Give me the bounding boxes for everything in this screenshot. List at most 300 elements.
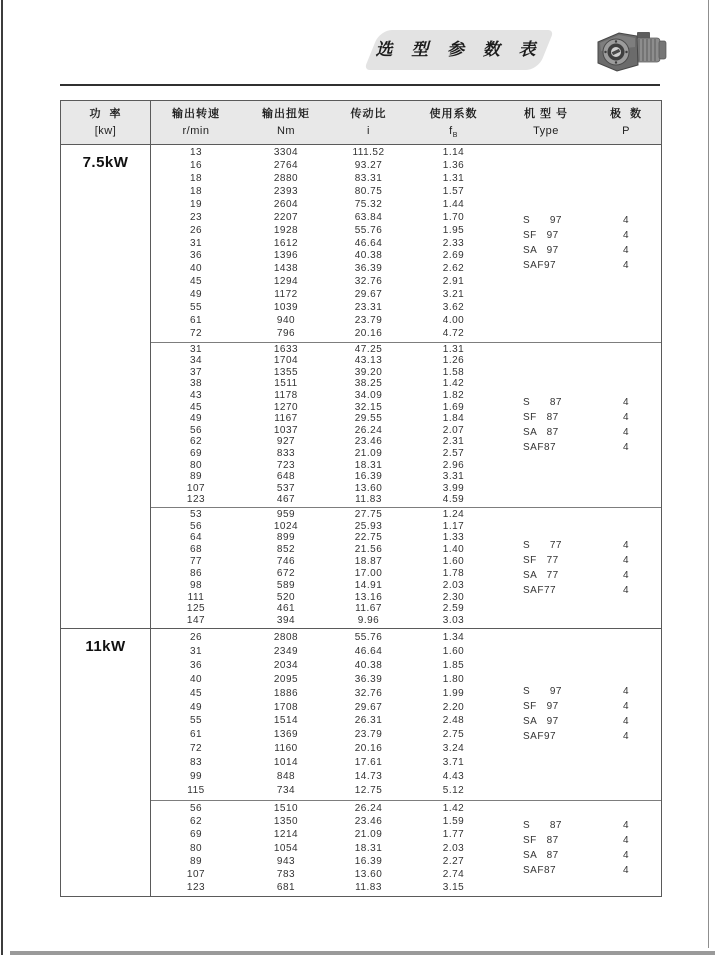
ratio-value: 26.24 [354, 803, 383, 815]
col-type [501, 801, 591, 896]
ratio-value: 13.16 [354, 591, 383, 603]
power-column [61, 629, 151, 896]
col-torque [241, 801, 331, 896]
ratio-value: 34.09 [354, 389, 383, 401]
ratio-value: 11.67 [355, 603, 382, 615]
gearbox-block [151, 629, 661, 801]
speed-value: 34 [189, 355, 203, 367]
col-type [501, 508, 591, 628]
service-factor-value: 1.58 [442, 366, 465, 378]
type-value: SA 87 [523, 850, 559, 861]
service-factor-value: 2.07 [442, 424, 465, 436]
col-speed [151, 343, 241, 507]
header-label-zh: 输出扭矩 [262, 108, 310, 121]
col-torque [241, 629, 331, 800]
poles-value: 4 [622, 584, 630, 596]
col-ratio [331, 145, 406, 342]
torque-value: 746 [276, 556, 296, 568]
torque-value: 2349 [273, 645, 299, 657]
service-factor-value: 1.33 [442, 532, 465, 544]
header-label-en: [kw] [94, 125, 117, 138]
torque-value: 1270 [273, 401, 299, 413]
speed-value: 23 [189, 211, 203, 223]
ratio-value: 13.60 [354, 482, 383, 494]
torque-value: 1214 [273, 829, 299, 841]
speed-value: 18 [189, 185, 203, 197]
header-label-zh: 输出转速 [172, 108, 220, 121]
poles-value: 4 [622, 554, 630, 566]
col-speed [151, 508, 241, 628]
ratio-value: 20.16 [354, 328, 383, 340]
ratio-value: 27.75 [354, 508, 383, 520]
type-value: S 97 [523, 686, 562, 697]
poles-value: 4 [622, 701, 630, 712]
service-factor-value: 1.77 [442, 829, 465, 841]
ratio-value: 18.87 [354, 556, 383, 568]
type-value: SA 77 [523, 569, 559, 581]
speed-value: 115 [187, 785, 205, 797]
torque-value: 3304 [273, 146, 299, 158]
speed-value: 38 [189, 378, 203, 390]
service-factor-value: 1.60 [442, 645, 465, 657]
service-factor-value: 2.57 [442, 447, 465, 459]
poles-value: 4 [622, 230, 630, 241]
header-label-zh: 极 数 [609, 108, 643, 121]
speed-value: 49 [189, 289, 203, 301]
type-value: S 77 [523, 539, 562, 551]
poles-value: 4 [622, 731, 630, 742]
service-factor-value: 2.03 [442, 842, 465, 854]
blocks [151, 145, 661, 628]
torque-value: 2764 [273, 159, 299, 171]
torque-value: 2207 [273, 211, 299, 223]
ratio-value: 32.76 [354, 276, 383, 288]
ratio-value: 26.31 [354, 715, 383, 727]
ratio-value: 23.79 [354, 729, 383, 741]
header-cell [151, 101, 241, 144]
col-type [501, 343, 591, 507]
speed-value: 107 [186, 868, 206, 880]
poles-value: 4 [622, 716, 630, 727]
speed-value: 123 [186, 881, 206, 893]
ratio-value: 36.39 [354, 263, 383, 275]
speed-value: 125 [186, 603, 206, 615]
header-label-zh: 功 率 [89, 108, 122, 121]
type-value: SF 77 [523, 554, 559, 566]
service-factor-value: 5.12 [442, 785, 465, 797]
page-left-border [1, 0, 3, 955]
speed-value: 111 [187, 591, 205, 603]
speed-value: 45 [189, 276, 203, 288]
poles-value: 4 [622, 865, 630, 876]
torque-value: 1039 [273, 302, 299, 314]
poles-value: 4 [622, 569, 630, 581]
speed-value: 31 [189, 645, 203, 657]
title-banner [372, 30, 546, 70]
service-factor-value: 2.03 [442, 579, 465, 591]
col-torque [241, 508, 331, 628]
torque-value: 1178 [274, 389, 298, 401]
speed-value: 62 [189, 436, 203, 448]
torque-value: 1350 [273, 816, 299, 828]
header-label-en: Nm [276, 125, 296, 138]
ratio-value: 11.83 [355, 881, 382, 893]
torque-value: 1172 [274, 289, 298, 301]
speed-value: 31 [189, 343, 203, 355]
speed-value: 36 [189, 250, 203, 262]
torque-value: 1160 [274, 743, 298, 755]
header-cell [61, 101, 151, 144]
gearbox-block [151, 343, 661, 508]
ratio-value: 22.75 [354, 532, 383, 544]
col-type [501, 145, 591, 342]
type-value: S 87 [523, 396, 562, 408]
type-value: S 97 [523, 215, 562, 226]
ratio-value: 32.76 [354, 687, 383, 699]
col-poles [591, 343, 661, 507]
col-poles [591, 629, 661, 800]
torque-value: 520 [276, 591, 296, 603]
speed-value: 13 [189, 146, 203, 158]
torque-value: 2880 [273, 172, 299, 184]
col-fb [406, 343, 501, 507]
header-label-en: P [622, 125, 630, 138]
speed-value: 26 [189, 631, 203, 643]
torque-value: 1928 [273, 224, 299, 236]
speed-value: 72 [189, 743, 203, 755]
service-factor-value: 1.95 [442, 224, 465, 236]
poles-value: 4 [622, 396, 630, 408]
speed-value: 80 [189, 842, 203, 854]
service-factor-value: 3.31 [442, 471, 465, 483]
speed-value: 83 [189, 757, 203, 769]
ratio-value: 40.38 [354, 250, 383, 262]
table-header [61, 101, 661, 145]
service-factor-value: 3.62 [442, 302, 465, 314]
torque-value: 1355 [273, 366, 299, 378]
col-ratio [331, 629, 406, 800]
gearbox-block [151, 145, 661, 343]
col-type [501, 629, 591, 800]
service-factor-value: 2.20 [442, 701, 465, 713]
torque-value: 1510 [273, 803, 299, 815]
col-ratio [331, 343, 406, 507]
torque-value: 2393 [273, 185, 299, 197]
torque-value: 1514 [273, 715, 299, 727]
page-right-border [708, 0, 709, 948]
speed-value: 55 [189, 302, 203, 314]
torque-value: 394 [276, 615, 296, 627]
ratio-value: 17.00 [354, 567, 383, 579]
header-label-zh: 传动比 [350, 108, 387, 121]
service-factor-value: 2.27 [442, 855, 465, 867]
torque-value: 940 [276, 315, 296, 327]
ratio-value: 21.09 [354, 829, 383, 841]
ratio-value: 20.16 [354, 743, 383, 755]
col-fb [406, 801, 501, 896]
speed-value: 69 [189, 447, 203, 459]
ratio-value: 36.39 [354, 673, 383, 685]
header-rule [60, 84, 660, 86]
speed-value: 36 [189, 659, 203, 671]
type-value: SF 87 [523, 835, 559, 846]
service-factor-value: 1.31 [442, 172, 465, 184]
torque-value: 899 [276, 532, 296, 544]
type-value: SAF97 [523, 260, 557, 271]
header-label-zh: 机 型 号 [523, 108, 569, 121]
poles-value: 4 [622, 850, 630, 861]
col-ratio [331, 508, 406, 628]
ratio-value: 40.38 [354, 659, 383, 671]
ratio-value: 23.79 [354, 315, 383, 327]
speed-value: 40 [189, 263, 203, 275]
service-factor-value: 1.31 [442, 343, 465, 355]
poles-value: 4 [622, 411, 630, 423]
torque-value: 734 [276, 785, 296, 797]
ratio-value: 39.20 [354, 366, 383, 378]
ratio-value: 63.84 [354, 211, 383, 223]
speed-value: 31 [189, 237, 203, 249]
type-value: SF 87 [523, 411, 559, 423]
power-section [61, 145, 661, 628]
service-factor-value: 4.00 [442, 315, 465, 327]
col-speed [151, 145, 241, 342]
speed-value: 49 [189, 701, 203, 713]
header-cell [501, 101, 591, 144]
speed-value: 68 [189, 544, 203, 556]
ratio-value: 18.31 [354, 842, 383, 854]
ratio-value: 21.09 [354, 447, 383, 459]
service-factor-value: 1.85 [442, 659, 465, 671]
ratio-value: 43.13 [354, 355, 383, 367]
speed-value: 16 [189, 159, 203, 171]
torque-value: 1037 [273, 424, 299, 436]
torque-value: 783 [276, 868, 296, 880]
torque-value: 1704 [273, 355, 299, 367]
ratio-value: 18.31 [354, 459, 383, 471]
torque-value: 1014 [273, 757, 299, 769]
speed-value: 99 [189, 771, 203, 783]
speed-value: 147 [186, 615, 206, 627]
speed-value: 49 [189, 413, 203, 425]
service-factor-value: 1.40 [442, 544, 465, 556]
gearmotor-icon [591, 25, 669, 77]
ratio-value: 47.25 [354, 343, 383, 355]
speed-value: 69 [189, 829, 203, 841]
torque-value: 1054 [273, 842, 299, 854]
ratio-value: 29.55 [354, 413, 383, 425]
poles-value: 4 [622, 245, 630, 256]
ratio-value: 23.46 [354, 816, 383, 828]
service-factor-value: 1.82 [442, 389, 465, 401]
speed-value: 107 [186, 482, 206, 494]
header-label-en: i [367, 125, 370, 138]
service-factor-value: 2.33 [442, 237, 465, 249]
service-factor-value: 1.36 [442, 159, 465, 171]
type-value: SA 87 [523, 426, 559, 438]
service-factor-value: 2.31 [442, 436, 465, 448]
torque-value: 1024 [273, 520, 299, 532]
service-factor-value: 1.34 [442, 631, 465, 643]
ratio-value: 12.75 [354, 785, 383, 797]
speed-value: 43 [189, 389, 203, 401]
speed-value: 37 [189, 366, 203, 378]
header-cell [241, 101, 331, 144]
ratio-value: 55.76 [354, 631, 383, 643]
service-factor-value: 1.24 [442, 508, 465, 520]
torque-value: 467 [276, 494, 296, 506]
ratio-value: 111.52 [352, 146, 385, 158]
service-factor-value: 3.24 [442, 743, 465, 755]
table-body [61, 145, 661, 896]
torque-value: 833 [276, 447, 296, 459]
ratio-value: 38.25 [354, 378, 383, 390]
torque-value: 796 [276, 328, 296, 340]
col-torque [241, 145, 331, 342]
torque-value: 648 [276, 471, 296, 483]
speed-value: 62 [189, 816, 203, 828]
service-factor-value: 2.30 [442, 591, 465, 603]
gearbox-block [151, 508, 661, 628]
service-factor-value: 1.57 [442, 185, 465, 197]
service-factor-value: 1.26 [442, 355, 465, 367]
torque-value: 1612 [273, 237, 299, 249]
ratio-value: 46.64 [354, 645, 383, 657]
torque-value: 672 [276, 567, 296, 579]
speed-value: 86 [189, 567, 203, 579]
selection-parameter-table [60, 100, 662, 897]
type-value: S 87 [523, 820, 562, 831]
speed-value: 77 [189, 556, 203, 568]
speed-value: 80 [189, 459, 203, 471]
power-section [61, 628, 661, 896]
service-factor-value: 2.59 [442, 603, 465, 615]
service-factor-value: 1.42 [442, 803, 465, 815]
header-label-en: Type [533, 125, 559, 138]
ratio-value: 32.15 [354, 401, 383, 413]
ratio-value: 46.64 [354, 237, 383, 249]
ratio-value: 11.83 [355, 494, 382, 506]
service-factor-value: 2.69 [442, 250, 465, 262]
poles-value: 4 [622, 215, 630, 226]
header-label-en: r/min [182, 125, 210, 138]
speed-value: 56 [189, 803, 203, 815]
ratio-value: 75.32 [354, 198, 383, 210]
blocks [151, 629, 661, 896]
torque-value: 2808 [273, 631, 299, 643]
col-poles [591, 801, 661, 896]
speed-value: 18 [189, 172, 203, 184]
service-factor-value: 3.15 [442, 881, 465, 893]
type-value: SAF77 [523, 584, 557, 596]
col-fb [406, 629, 501, 800]
speed-value: 72 [189, 328, 203, 340]
speed-value: 61 [189, 315, 203, 327]
service-factor-value: 3.99 [442, 482, 465, 494]
torque-value: 959 [276, 508, 296, 520]
ratio-value: 23.31 [354, 302, 383, 314]
service-factor-value: 1.42 [442, 378, 465, 390]
type-value: SA 97 [523, 245, 559, 256]
service-factor-value: 4.72 [442, 328, 465, 340]
col-poles [591, 145, 661, 342]
torque-value: 461 [276, 603, 296, 615]
poles-value: 4 [622, 426, 630, 438]
speed-value: 56 [189, 424, 203, 436]
speed-value: 19 [189, 198, 203, 210]
type-value: SAF87 [523, 441, 557, 453]
speed-value: 61 [189, 729, 203, 741]
col-fb [406, 145, 501, 342]
service-factor-value: 3.03 [442, 615, 465, 627]
header-label-subscript: B [452, 132, 458, 140]
service-factor-value: 1.60 [442, 556, 465, 568]
poles-value: 4 [622, 260, 630, 271]
page-footer-bar [10, 951, 715, 955]
speed-value: 89 [189, 471, 203, 483]
torque-value: 1886 [273, 687, 299, 699]
speed-value: 89 [189, 855, 203, 867]
poles-value: 4 [622, 835, 630, 846]
speed-value: 45 [189, 401, 203, 413]
torque-value: 2095 [273, 673, 299, 685]
torque-value: 1294 [273, 276, 299, 288]
service-factor-value: 1.14 [442, 146, 465, 158]
torque-value: 927 [276, 436, 296, 448]
header-cell [591, 101, 661, 144]
service-factor-value: 3.71 [442, 757, 465, 769]
type-value: SF 97 [523, 701, 559, 712]
torque-value: 1369 [273, 729, 299, 741]
type-value: SA 97 [523, 716, 559, 727]
service-factor-value: 1.44 [442, 198, 465, 210]
speed-value: 64 [189, 532, 203, 544]
torque-value: 1167 [274, 413, 298, 425]
torque-value: 723 [276, 459, 296, 471]
col-speed [151, 801, 241, 896]
speed-value: 53 [189, 508, 203, 520]
ratio-value: 29.67 [354, 289, 383, 301]
speed-value: 45 [189, 687, 203, 699]
service-factor-value: 1.59 [442, 816, 465, 828]
service-factor-value: 2.75 [442, 729, 465, 741]
type-value: SF 97 [523, 230, 559, 241]
service-factor-value: 2.74 [442, 868, 465, 880]
service-factor-value: 1.80 [442, 673, 465, 685]
speed-value: 26 [189, 224, 203, 236]
ratio-value: 9.96 [357, 615, 380, 627]
ratio-value: 83.31 [354, 172, 383, 184]
torque-value: 1708 [273, 701, 299, 713]
torque-value: 943 [276, 855, 296, 867]
poles-value: 4 [622, 686, 630, 697]
ratio-value: 29.67 [354, 701, 383, 713]
ratio-value: 17.61 [354, 757, 383, 769]
page-title: 选 型 参 数 表 [375, 40, 543, 59]
torque-value: 1633 [273, 343, 299, 355]
service-factor-value: 2.96 [442, 459, 465, 471]
header-cell [406, 101, 501, 144]
speed-value: 55 [189, 715, 203, 727]
torque-value: 1438 [273, 263, 299, 275]
service-factor-value: 4.59 [442, 494, 465, 506]
ratio-value: 21.56 [354, 544, 383, 556]
torque-value: 848 [276, 771, 296, 783]
col-fb [406, 508, 501, 628]
service-factor-value: 1.78 [442, 567, 465, 579]
ratio-value: 55.76 [354, 224, 383, 236]
ratio-value: 16.39 [354, 855, 383, 867]
